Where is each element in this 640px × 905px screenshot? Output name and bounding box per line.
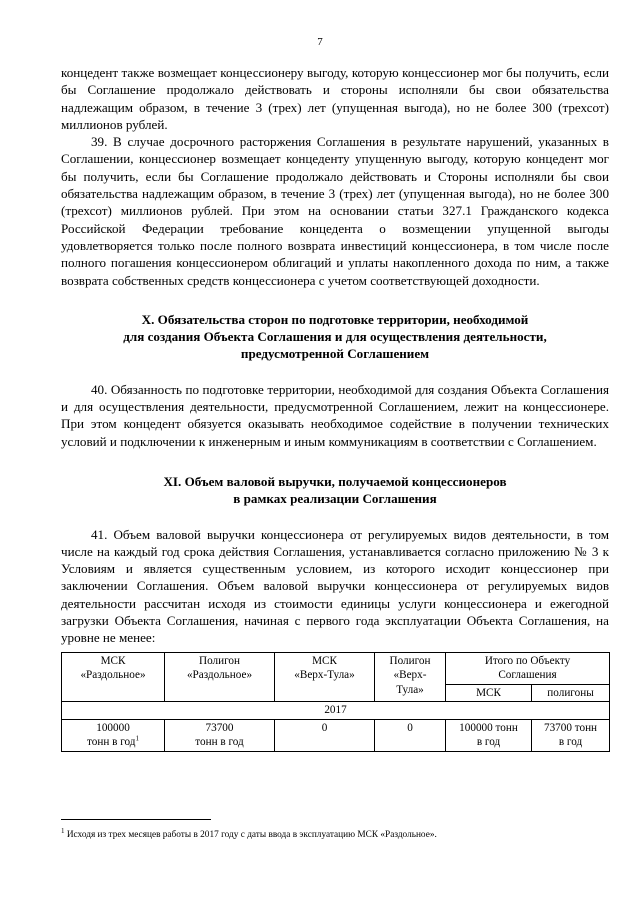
cell-text: 73700	[205, 721, 234, 734]
paragraph-40: 40. Обязанность по подготовке территории, необходимой для создания Объекта Соглашения и для осуществления деятельности, предусмотренной Соглашением, лежит на концессионере. При этом концедент обязуется оказывать необходимое содействие в получении технических условий и подключении к инженерным и иным коммуникациям в соответствии с Соглашением.	[61, 381, 609, 449]
cell-total-polygons	[532, 719, 610, 751]
header-text: «Раздольное»	[186, 669, 253, 682]
section-xi-heading	[61, 473, 609, 508]
header-text: Полигон	[389, 654, 431, 667]
cell-total-msk	[446, 719, 532, 751]
header-total-polygons: полигоны	[532, 684, 610, 702]
header-text: МСК	[100, 654, 126, 667]
header-text: МСК	[312, 654, 337, 667]
cell-polygon-razdolnoe	[165, 719, 275, 751]
cell-polygon-verkh-tula: 0	[375, 719, 446, 751]
cell-text: 100000	[96, 721, 130, 734]
header-text: «Верх-Тула»	[294, 669, 355, 682]
page-number: 7	[317, 36, 323, 48]
table-year-row	[62, 702, 610, 720]
header-polygon-verkh-tula	[375, 652, 446, 702]
cell-text: 73700 тонн	[543, 721, 598, 734]
header-text: Полигон	[199, 654, 240, 667]
section-xi-heading-line2: в рамках реализации Соглашения	[233, 491, 437, 507]
footnote	[61, 826, 609, 841]
cell-msk-verkh-tula: 0	[275, 719, 375, 751]
footnote-divider	[61, 819, 211, 820]
section-x-heading	[61, 311, 609, 363]
gross-volume-table	[61, 652, 610, 752]
section-x-heading-line1: X. Обязательства сторон по подготовке территории, необходимой	[141, 311, 529, 327]
table-header-row	[62, 652, 610, 684]
year-cell: 2017	[62, 702, 610, 720]
header-msk-razdolnoe	[62, 652, 165, 702]
document-body	[61, 64, 609, 752]
cell-text: в год	[476, 736, 501, 749]
paragraph-41: 41. Объем валовой выручки концессионера от регулируемых видов деятельности, в том числе на каждый год срока действия Соглашения, устанавливается согласно приложению № 3 к Условиям и является существенным условием, из которого исходит концессионер при заключении Соглашения. Объем валовой выручки концессионера от регулируемых видов деятельности рассчитан исходя из стоимости единицы услуги концессионера и ежегодной загрузки Объекта Соглашения, начиная с первого года эксплуатации Объекта Соглашения, на уровне не менее:	[61, 526, 609, 646]
header-text: «Верх-	[393, 669, 427, 682]
table-row	[62, 719, 610, 751]
section-xi-heading-line1: XI. Объем валовой выручки, получаемой концессионеров	[163, 473, 507, 489]
cell-text: в год	[558, 736, 583, 749]
cell-text: тонн в год	[87, 736, 136, 749]
header-text: Итого по Объекту	[484, 654, 571, 667]
section-x-heading-line2: для создания Объекта Соглашения и для осуществления деятельности,	[123, 329, 547, 345]
cell-msk-razdolnoe	[62, 719, 165, 751]
cell-text: тонн в год	[195, 736, 244, 749]
header-total-msk: МСК	[446, 684, 532, 702]
header-text: Тула»	[396, 683, 424, 696]
paragraph-38-continuation: концедент также возмещает концессионеру выгоду, которую концессионер мог бы получить, если бы Соглашение продолжало действовать и стороны исполняли бы свои обязательства надлежащим образом, в течение 3 (трех) лет (упущенная выгода), но не более 300 (трехсот) миллионов рублей.	[61, 65, 609, 132]
header-polygon-razdolnoe	[165, 652, 275, 702]
header-msk-verkh-tula	[275, 652, 375, 702]
header-total	[446, 652, 610, 684]
header-text: «Раздольное»	[80, 669, 146, 682]
cell-text: 100000 тонн	[459, 721, 518, 734]
footnote-text: Исходя из трех месяцев работы в 2017 году с даты ввода в эксплуатацию МСК «Раздольное».	[64, 830, 437, 840]
paragraph-39: 39. В случае досрочного расторжения Соглашения в результате нарушений, указанных в Соглашении, концессионер возмещает концеденту упущенную выгоду, которую концедент мог бы получить, если бы Соглашение продолжало действовать и Стороны исполняли бы свои обязательства надлежащим образом, в течение 3 (трех) лет (упущенная выгода), но не более 300 (трехсот) миллионов рублей. При этом на основании статьи 327.1 Гражданского кодекса Российской Федерации требование концедента о возмещении упущенной выгоды удовлетворяется только после полного возврата инвестиций концессионера, в том числе после полного погашения концессионером облигаций и уплаты накопленного дохода по ним, а также возврата собственных средств концессионера с учетом соответствующей доходности.	[61, 134, 609, 288]
footnote-mark: 1	[61, 826, 65, 835]
header-text: Соглашения	[498, 669, 557, 682]
section-x-heading-line3: предусмотренной Соглашением	[240, 346, 430, 362]
footnote-reference: 1	[135, 734, 139, 743]
